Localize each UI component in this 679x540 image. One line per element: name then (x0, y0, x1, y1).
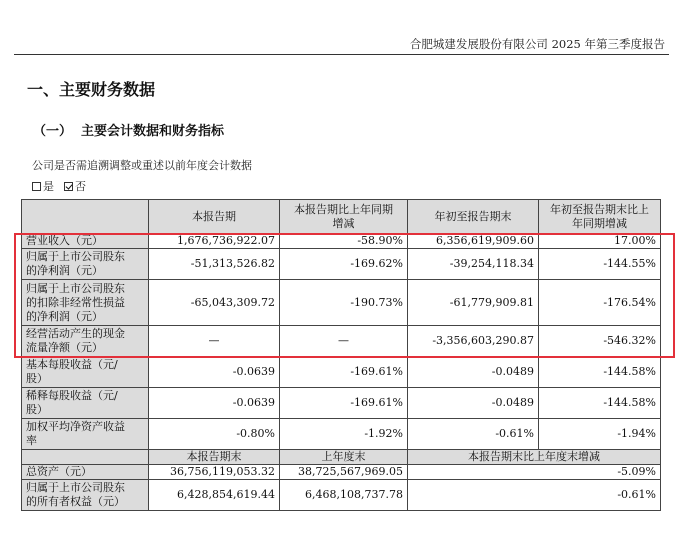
table-row (22, 357, 661, 388)
table1-header-row (22, 200, 661, 234)
row-label: 归属于上市公司股东 的所有者权益（元） (22, 480, 149, 511)
table-cell: -546.32% (539, 326, 661, 357)
header-divider (14, 54, 669, 55)
row-label: 基本每股收益（元/ 股） (22, 357, 149, 388)
table-cell: -0.80% (149, 419, 280, 450)
col-prior-year-end: 上年度末 (280, 450, 408, 465)
table-cell: 1,676,736,922.07 (149, 234, 280, 249)
table-cell: -1.94% (539, 419, 661, 450)
option-yes-label: 是 (43, 180, 54, 193)
col-current-period-yoy: 本报告期比上年同期 增减 (280, 200, 408, 234)
table-cell: 6,356,619,909.60 (408, 234, 539, 249)
table-cell: -169.61% (280, 357, 408, 388)
table2-header-blank (22, 450, 149, 465)
restatement-question: 公司是否需追溯调整或重述以前年度会计数据 (32, 159, 252, 172)
table-cell: -144.58% (539, 388, 661, 419)
table-cell: -61,779,909.81 (408, 280, 539, 326)
row-label: 营业收入（元） (22, 234, 149, 249)
table-cell: -0.0489 (408, 357, 539, 388)
table-row (22, 465, 661, 480)
table-row (22, 388, 661, 419)
row-label: 总资产（元） (22, 465, 149, 480)
checkbox-checked-icon[interactable] (64, 182, 73, 191)
table-cell: -39,254,118.34 (408, 249, 539, 280)
table1-header-blank (22, 200, 149, 234)
table-cell: -176.54% (539, 280, 661, 326)
table-row (22, 326, 661, 357)
row-label: 归属于上市公司股东 的扣除非经常性损益 的净利润（元） (22, 280, 149, 326)
table-cell: 38,725,567,969.05 (280, 465, 408, 480)
table-row (22, 280, 661, 326)
table-cell: -1.92% (280, 419, 408, 450)
row-label: 加权平均净资产收益 率 (22, 419, 149, 450)
row-label: 稀释每股收益（元/ 股） (22, 388, 149, 419)
table-cell: -5.09% (408, 465, 661, 480)
col-ytd: 年初至报告期末 (408, 200, 539, 234)
table-cell: -0.61% (408, 480, 661, 511)
table-cell: -65,043,309.72 (149, 280, 280, 326)
col-current-period: 本报告期 (149, 200, 280, 234)
table-cell: -169.62% (280, 249, 408, 280)
table-cell: — (149, 326, 280, 357)
table-cell: -0.0639 (149, 357, 280, 388)
table-cell: -0.0489 (408, 388, 539, 419)
table-cell: -0.0639 (149, 388, 280, 419)
table-row (22, 419, 661, 450)
option-no[interactable] (64, 178, 86, 194)
table-cell: -144.58% (539, 357, 661, 388)
table-cell: -51,313,526.82 (149, 249, 280, 280)
table-cell: -190.73% (280, 280, 408, 326)
row-label: 归属于上市公司股东 的净利润（元） (22, 249, 149, 280)
col-period-end: 本报告期末 (149, 450, 280, 465)
option-no-label: 否 (75, 180, 86, 193)
row-label: 经营活动产生的现金 流量净额（元） (22, 326, 149, 357)
col-period-end-change: 本报告期末比上年度末增减 (408, 450, 661, 465)
table-cell: -0.61% (408, 419, 539, 450)
section-heading: 一、主要财务数据 (27, 80, 156, 99)
table-cell: — (280, 326, 408, 357)
col-ytd-yoy: 年初至报告期末比上 年同期增减 (539, 200, 661, 234)
table2-header-row (22, 450, 661, 465)
table-cell: -3,356,603,290.87 (408, 326, 539, 357)
financial-data-table (21, 199, 661, 511)
table-cell: -144.55% (539, 249, 661, 280)
option-yes[interactable] (32, 178, 54, 194)
table-cell: 6,428,854,619.44 (149, 480, 280, 511)
report-header-title: 合肥城建发展股份有限公司 2025 年第三季度报告 (409, 37, 665, 51)
table-cell: 6,468,108,737.78 (280, 480, 408, 511)
table-cell: -169.61% (280, 388, 408, 419)
checkbox-unchecked-icon[interactable] (32, 182, 41, 191)
table-row (22, 234, 661, 249)
table-row (22, 480, 661, 511)
subsection-heading: （一） 主要会计数据和财务指标 (33, 124, 225, 139)
table-cell: -58.90% (280, 234, 408, 249)
table-row (22, 249, 661, 280)
table-cell: 17.00% (539, 234, 661, 249)
restatement-options (32, 178, 86, 194)
table-cell: 36,756,119,053.32 (149, 465, 280, 480)
